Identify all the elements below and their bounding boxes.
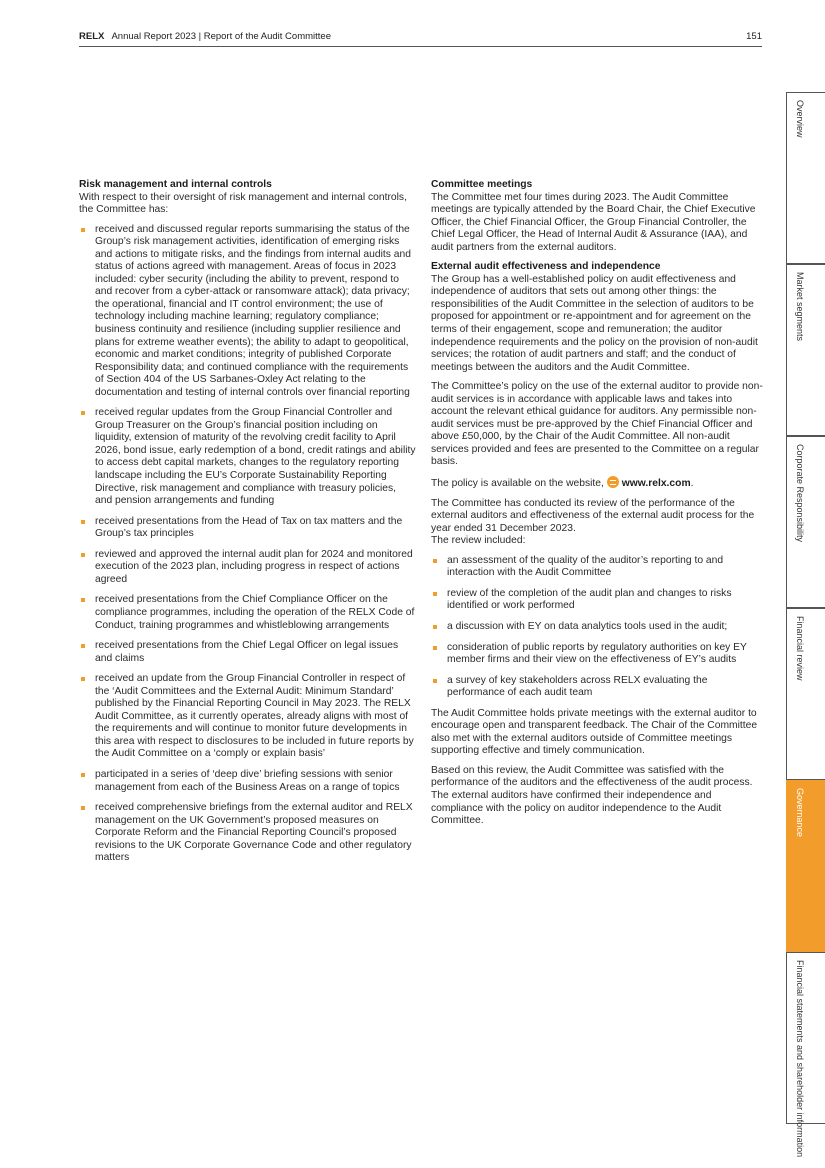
list-item: consideration of public reports by regulatory authorities on key EY member firms and their view on the effectiveness of EY’s audits (431, 642, 763, 667)
report-title: Annual Report 2023 | Report of the Audit Committee (111, 31, 331, 42)
tab-label: Overview (795, 100, 805, 138)
list-item: an assessment of the quality of the auditor’s reporting to and interaction with the Audit Committee (431, 555, 763, 580)
tab-label: Market segments (795, 272, 805, 342)
committee-meetings-heading: Committee meetings (431, 179, 533, 190)
list-item: participated in a series of ‘deep dive’ briefing sessions with senior management from each of the Business Areas on a range of topics (79, 769, 416, 794)
tab-financial-statements[interactable] (786, 952, 825, 1158)
list-item: received regular updates from the Group Financial Controller and Group Treasurer on the Group’s financial position including on liquidity, extension of maturity of the revolving credit facility to April 2026, bond issue, early redemption of a bond, credit ratings and ability to access debt capital markets, changes to the regulatory reporting landscape including the EU’s Corporate Sustainability Reporting Directive, risk management and compliance with treasury policies, and pension arrangements and funding (79, 407, 416, 507)
page-number: 151 (746, 31, 762, 42)
list-item: received presentations from the Chief Compliance Officer on the compliance programmes, including the operation of the RELX Code of Conduct, training programmes and whistleblowing arrangements (79, 594, 416, 632)
tab-corporate-responsibility[interactable] (786, 436, 825, 608)
list-item: a discussion with EY on data analytics tools used in the audit; (431, 621, 763, 634)
right-column (431, 179, 763, 835)
list-item: received and discussed regular reports summarising the status of the Group’s risk management activities, identification of emerging risks and actions to mitigate risks, and the findings from internal audits and status of actions agreed with management. Areas of focus in 2023 included: cyber security (including the ability to prevent, respond to and recover from a cyber-attack or ransomware attack); data privacy; the operational, financial and IT control environment; the use of technology including machine learning; regulatory compliance; business continuity and resilience (including supplier resilience and plans for extreme weather events); the ability to adapt to geopolitical, economic and market conditions; integrity of published Corporate Responsibility data; and continued compliance with the requirements of Section 404 of the US Sarbanes-Oxley Act relating to the documentation and testing of internal controls over financial reporting (79, 224, 416, 400)
external-audit-text: The Group has a well-established policy on audit effectiveness and independence of auditors that sets out among other things: the responsibilities of the Audit Committee in the selection of auditors to be proposed for appointment or re-appointment and for agreement on the terms of their engagement, scope and remuneration; the auditor independence requirements and the policy on the provision of non-audit services; the rotation of audit partners and staff; and the conduct of meetings between the auditors and the Audit Committee. (431, 273, 758, 373)
list-item: received presentations from the Chief Legal Officer on legal issues and claims (79, 640, 416, 665)
risk-management-heading: Risk management and internal controls (79, 179, 272, 190)
review-included: The review included: (431, 535, 526, 547)
review-list (431, 555, 763, 700)
list-item: reviewed and approved the internal audit plan for 2024 and monitored execution of the 2023 plan, including progress in respect of actions agreed (79, 549, 416, 587)
left-column (79, 179, 416, 873)
website-link[interactable]: www.relx.com (621, 478, 691, 490)
tab-market-segments[interactable] (786, 264, 825, 436)
brand-name: RELX (79, 31, 105, 42)
list-item: a survey of key stakeholders across RELX evaluating the performance of each audit team (431, 675, 763, 700)
list-item: received presentations from the Head of Tax on tax matters and the Group’s tax principles (79, 516, 416, 541)
conclusion-text: Based on this review, the Audit Committee was satisfied with the performance of the auditors and the effectiveness of the audit process. The external auditors have confirmed their independence and compliance with the policy on auditor independence to the Audit Committee. (431, 764, 753, 827)
tab-governance[interactable] (786, 780, 825, 952)
risk-management-intro: With respect to their oversight of risk management and internal controls, the Committee has: (79, 191, 407, 216)
web-link-icon (607, 476, 619, 488)
tab-financial-review[interactable] (786, 608, 825, 780)
risk-management-list (79, 224, 416, 865)
list-item: review of the completion of the audit plan and changes to risks identified or work performed (431, 588, 763, 613)
list-item: received an update from the Group Financial Controller in respect of the ‘Audit Committees and the External Audit: Minimum Standard’ published by the Financial Reporting Council in May 2023. The RELX Audit Committee, as it currently operates, already aligns with most of the requirements and will continue to monitor future developments in this area with respect to disclosures to be included in future reports by the Audit Committee on a ‘comply or explain basis’ (79, 673, 416, 761)
review-text: The Committee has conducted its review of the performance of the external auditors and effectiveness of the external audit process for the year ended 31 December 2023. (431, 497, 755, 534)
external-audit-heading: External audit effectiveness and independence (431, 261, 661, 273)
website-reference (431, 476, 763, 491)
non-audit-policy-text: The Committee’s policy on the use of the external auditor to provide non-audit services is in accordance with applicable laws and takes into account the relevant ethical guidance for auditors. Any permissible non-audit services must be pre-approved by the Chief Financial Officer and above £50,000, by the Chair of the Audit Committee. All non-audit services provided and fees are presented to the Committee on a regular basis. (431, 381, 763, 468)
list-item: received comprehensive briefings from the external auditor and RELX management on the UK Government’s proposed measures on Corporate Reform and the Financial Reporting Council’s proposed revisions to the UK Corporate Governance Code and other regulatory matters (79, 802, 416, 865)
website-prefix: The policy is available on the website, (431, 478, 604, 490)
tab-overview[interactable] (786, 92, 825, 264)
page-header (79, 30, 762, 47)
tab-label: Financial review (795, 616, 805, 681)
tab-label: Corporate Responsibility (795, 444, 805, 543)
website-suffix: . (690, 478, 694, 490)
tab-label: Financial statements and shareholder information (795, 960, 805, 1158)
committee-meetings-text: The Committee met four times during 2023. The Audit Committee meetings are typically attended by the Board Chair, the Chief Executive Officer, the Chief Financial Officer, the Group Financial Controller, the Chief Legal Officer, the Head of Internal Audit & Assurance (IAA), and audit partners from the external auditors. (431, 191, 756, 253)
private-meetings-text: The Audit Committee holds private meetings with the external auditor to encourage open and transparent feedback. The Chair of the Committee also met with the external auditors outside of Committee meetings supporting effective and timely communication. (431, 707, 758, 757)
tab-label: Governance (795, 788, 805, 838)
review-paragraph (431, 498, 763, 548)
